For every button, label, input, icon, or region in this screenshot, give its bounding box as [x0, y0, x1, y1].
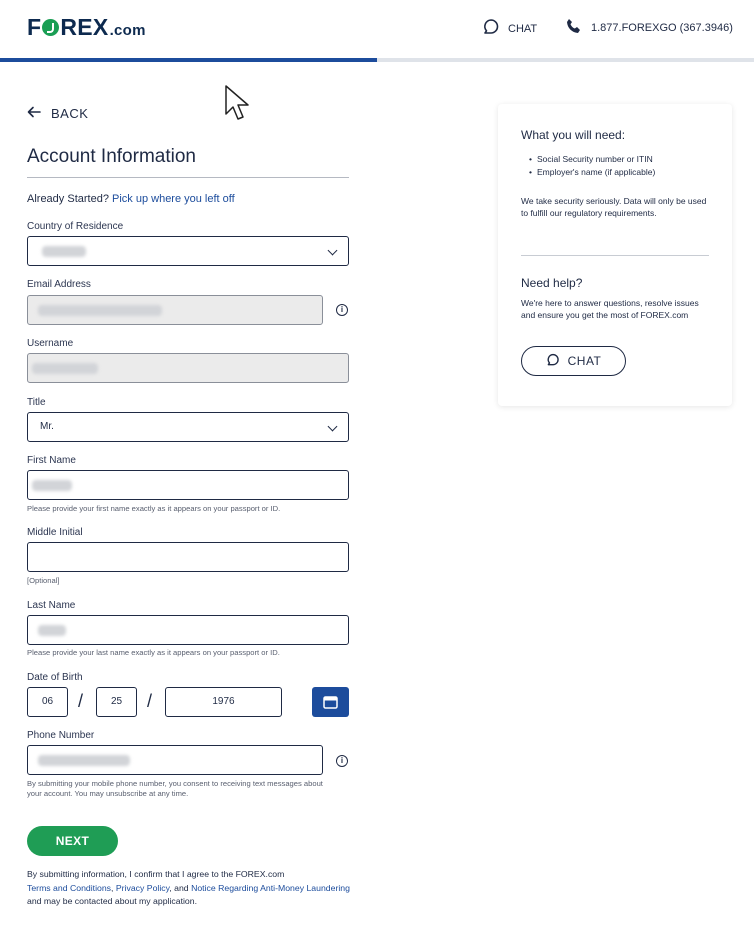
chat-bubble-icon: [546, 353, 560, 370]
next-button[interactable]: NEXT: [27, 826, 118, 856]
last-name-field[interactable]: [27, 615, 349, 645]
help-title: Need help?: [521, 276, 583, 290]
panel-chat-label: CHAT: [567, 354, 602, 368]
first-name-label: First Name: [27, 455, 76, 466]
list-item: • Employer's name (if applicable): [529, 166, 655, 179]
last-name-value-redacted: [38, 625, 66, 636]
back-arrow-icon: [27, 106, 41, 121]
consent-prefix: By submitting information, I confirm that I agree to the FOREX.com: [27, 869, 285, 879]
title-label: Title: [27, 397, 46, 408]
title-select[interactable]: [27, 412, 349, 442]
consent-suffix: and may be contacted about my application.: [27, 896, 197, 906]
need-title: What you will need:: [521, 128, 626, 142]
security-text: We take security seriously. Data will only be used to fulfill our regulatory requirements.: [521, 196, 707, 218]
page-title: Account Information: [27, 146, 196, 167]
dob-year-field[interactable]: 1976: [165, 687, 282, 717]
dob-label: Date of Birth: [27, 672, 83, 683]
back-link[interactable]: [27, 106, 88, 121]
phone-field[interactable]: [27, 745, 323, 775]
logo-coin-icon: [42, 19, 59, 36]
title-divider: [27, 177, 349, 178]
username-value-redacted: [32, 363, 98, 374]
help-text: We're here to answer questions, resolve issues and ensure you get the most of FOREX.com: [521, 298, 699, 320]
need-list: [529, 153, 655, 179]
progress-bar-fill: [0, 58, 377, 62]
email-info-icon[interactable]: i: [336, 304, 348, 316]
consent-sep: ,: [111, 882, 114, 893]
email-field[interactable]: [27, 295, 323, 325]
country-value-redacted: [42, 246, 86, 257]
first-name-value-redacted: [32, 480, 72, 491]
forex-logo[interactable]: [27, 14, 146, 41]
logo-rex: REX: [60, 14, 109, 40]
chevron-down-icon: [328, 422, 338, 432]
phone-consent-help: By submitting your mobile phone number, you consent to receiving text messages about your account. You may unsubscribe at any time.: [27, 779, 323, 798]
consent-text: [27, 868, 357, 909]
first-name-help: Please provide your first name exactly as it appears on your passport or ID.: [27, 504, 281, 513]
terms-link[interactable]: Terms and Conditions: [27, 882, 112, 893]
logo-domain: .com: [109, 22, 146, 39]
dob-separator: /: [78, 691, 84, 711]
logo-f: F: [27, 14, 42, 40]
country-label: Country of Residence: [27, 221, 124, 232]
middle-initial-optional: [Optional]: [27, 576, 60, 585]
panel-divider: [521, 255, 709, 256]
phone-info-icon[interactable]: i: [336, 755, 348, 767]
panel-chat-button[interactable]: [521, 346, 626, 376]
phone-icon: [566, 18, 580, 37]
header-phone-link[interactable]: [566, 18, 733, 37]
list-item: • Social Security number or ITIN: [529, 153, 655, 166]
dob-day-field[interactable]: 25: [96, 687, 137, 717]
aml-link[interactable]: Notice Regarding Anti-Money Laundering: [191, 882, 350, 893]
last-name-label: Last Name: [27, 600, 76, 611]
chat-bubble-icon: [482, 18, 500, 39]
email-value-redacted: [38, 305, 162, 316]
dob-separator: /: [147, 691, 153, 711]
header-phone-number: 1.877.FOREXGO (367.3946): [591, 21, 733, 34]
first-name-field[interactable]: [27, 470, 349, 500]
last-name-help: Please provide your last name exactly as it appears on your passport or ID.: [27, 648, 280, 657]
phone-value-redacted: [38, 755, 130, 766]
middle-initial-field[interactable]: [27, 542, 349, 572]
pickup-link[interactable]: Pick up where you left off: [112, 193, 235, 205]
calendar-icon: [323, 695, 338, 714]
already-started-text: [27, 193, 235, 205]
country-select[interactable]: [27, 236, 349, 266]
already-started-label: Already Started?: [27, 193, 109, 205]
chevron-down-icon: [328, 246, 338, 256]
privacy-link[interactable]: Privacy Policy: [115, 882, 170, 893]
middle-initial-label: Middle Initial: [27, 527, 83, 538]
back-label: BACK: [51, 106, 89, 121]
mouse-cursor-icon: [224, 84, 250, 129]
consent-sep: , and: [169, 882, 189, 893]
phone-label: Phone Number: [27, 730, 95, 741]
username-field[interactable]: [27, 353, 349, 383]
title-value: Mr.: [40, 421, 54, 432]
calendar-button[interactable]: [312, 687, 349, 717]
header-chat-label: CHAT: [508, 22, 538, 35]
email-label: Email Address: [27, 279, 91, 290]
info-panel: [498, 104, 732, 406]
dob-month-field[interactable]: 06: [27, 687, 68, 717]
header-chat-link[interactable]: [482, 18, 537, 39]
username-label: Username: [27, 338, 74, 349]
site-header: [0, 0, 754, 58]
